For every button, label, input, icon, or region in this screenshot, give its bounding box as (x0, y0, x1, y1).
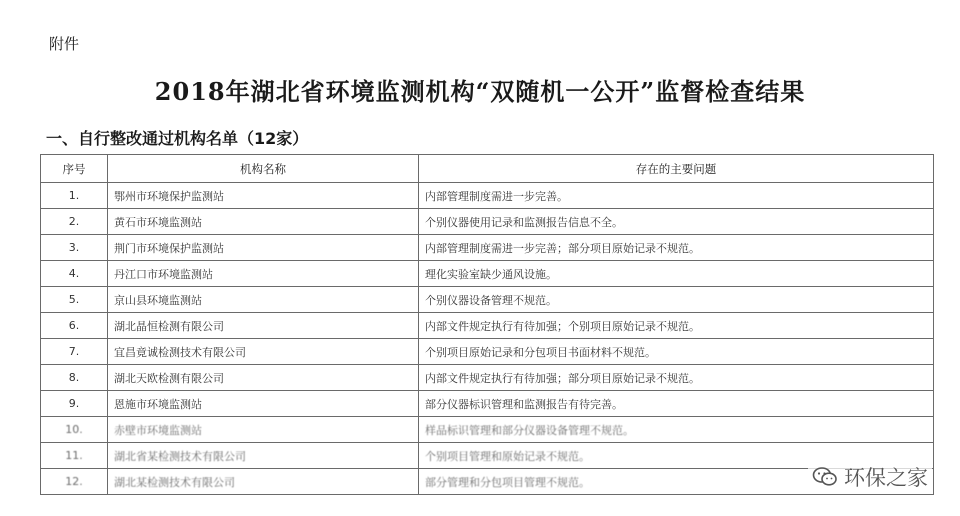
row-name: 湖北晶恒检测有限公司 (108, 313, 419, 339)
row-issue: 内部管理制度需进一步完善。 (419, 183, 934, 209)
row-issue: 内部文件规定执行有待加强；部分项目原始记录不规范。 (419, 365, 934, 391)
attachment-label: 附件 (49, 35, 80, 53)
row-issue: 个别仪器设备管理不规范。 (419, 287, 934, 313)
row-name: 赤壁市环境监测站 (108, 417, 419, 443)
row-no: 5. (41, 287, 108, 313)
table-header-row (41, 155, 934, 183)
row-issue: 个别项目管理和原始记录不规范。 (419, 443, 934, 469)
row-no: 12. (41, 469, 108, 495)
row-no: 3. (41, 235, 108, 261)
table-row (41, 183, 934, 209)
row-name: 鄂州市环境保护监测站 (108, 183, 419, 209)
row-no: 10. (41, 417, 108, 443)
row-issue: 样品标识管理和部分仪器设备管理不规范。 (419, 417, 934, 443)
row-no: 8. (41, 365, 108, 391)
row-issue: 部分仪器标识管理和监测报告有待完善。 (419, 391, 934, 417)
table-row (41, 365, 934, 391)
table-row (41, 261, 934, 287)
watermark (808, 460, 932, 494)
row-name: 湖北天欧检测有限公司 (108, 365, 419, 391)
row-no: 1. (41, 183, 108, 209)
section-heading: 一、自行整改通过机构名单（12家） (46, 129, 309, 148)
row-no: 7. (41, 339, 108, 365)
row-issue: 部分管理和分包项目管理不规范。 (419, 469, 934, 495)
row-issue: 内部管理制度需进一步完善；部分项目原始记录不规范。 (419, 235, 934, 261)
table-row (41, 209, 934, 235)
row-name: 丹江口市环境监测站 (108, 261, 419, 287)
table-row (41, 339, 934, 365)
row-name: 黄石市环境监测站 (108, 209, 419, 235)
table-row (41, 469, 934, 495)
table-row (41, 391, 934, 417)
row-no: 9. (41, 391, 108, 417)
document-title: 2018年湖北省环境监测机构“双随机一公开”监督检查结果 (154, 77, 806, 106)
row-issue: 理化实验室缺少通风设施。 (419, 261, 934, 287)
header-name: 机构名称 (108, 155, 419, 183)
row-name: 京山县环境监测站 (108, 287, 419, 313)
watermark-text: 环保之家 (844, 466, 928, 490)
table-row (41, 287, 934, 313)
row-no: 6. (41, 313, 108, 339)
row-issue: 内部文件规定执行有待加强；个别项目原始记录不规范。 (419, 313, 934, 339)
row-issue: 个别仪器使用记录和监测报告信息不全。 (419, 209, 934, 235)
header-issue: 存在的主要问题 (419, 155, 934, 183)
row-issue: 个别项目原始记录和分包项目书面材料不规范。 (419, 339, 934, 365)
row-name: 荆门市环境保护监测站 (108, 235, 419, 261)
row-name: 湖北省某检测技术有限公司 (108, 443, 419, 469)
table-row (41, 313, 934, 339)
row-no: 11. (41, 443, 108, 469)
header-no: 序号 (41, 155, 108, 183)
row-no: 4. (41, 261, 108, 287)
table-row (41, 443, 934, 469)
row-name: 湖北某检测技术有限公司 (108, 469, 419, 495)
results-table (40, 154, 934, 495)
table-row (41, 235, 934, 261)
row-name: 宜昌竟诚检测技术有限公司 (108, 339, 419, 365)
row-name: 恩施市环境监测站 (108, 391, 419, 417)
table-row (41, 417, 934, 443)
wechat-icon (812, 466, 838, 488)
row-no: 2. (41, 209, 108, 235)
